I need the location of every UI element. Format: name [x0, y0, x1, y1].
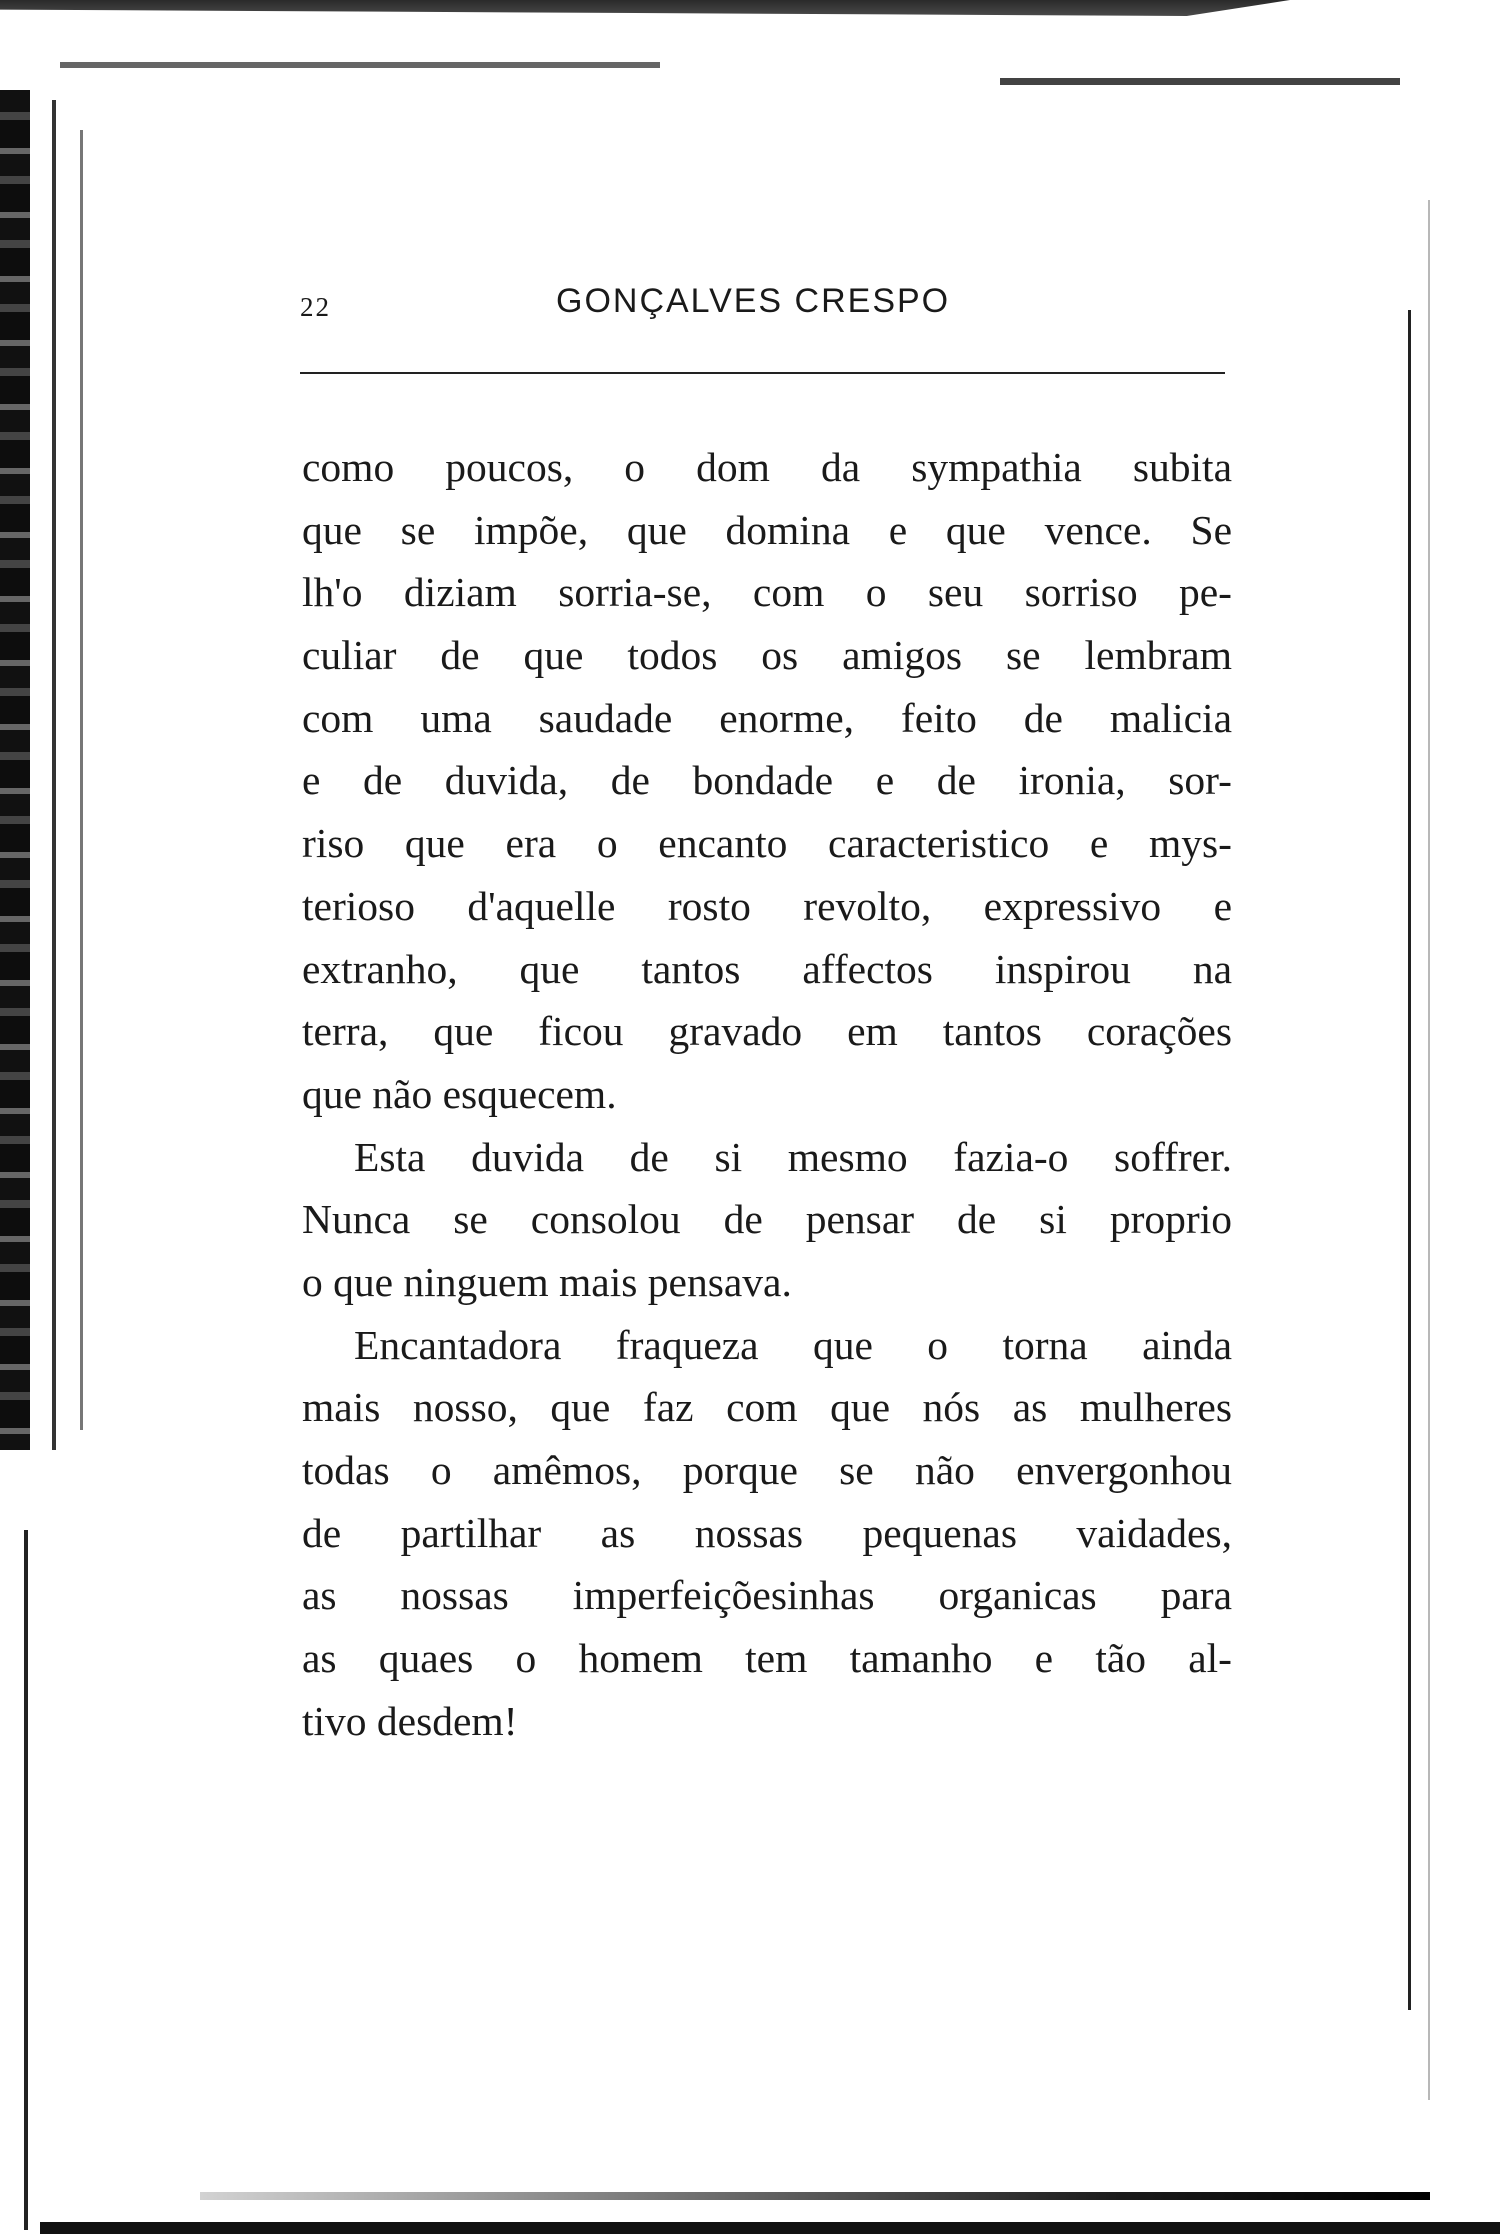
text-line: as quaes o homem tem tamanho e tão al- — [302, 1635, 1232, 1682]
scan-line-right-outer — [1428, 200, 1430, 2100]
scan-edge-top — [0, 0, 1290, 16]
text-line: o que ninguem mais pensava. — [302, 1258, 792, 1305]
text-line: Nunca se consolou de pensar de si proprio — [302, 1196, 1232, 1243]
running-title: GONÇALVES CRESPO — [556, 282, 951, 320]
scan-line-left-inner — [80, 130, 83, 1430]
text-line: como poucos, o dom da sympathia subita — [302, 444, 1232, 490]
text-line: tivo desdem! — [302, 1697, 518, 1744]
paragraph-2 — [302, 1126, 1232, 1314]
text-line: terra, que ficou gravado em tantos corações — [302, 1008, 1232, 1055]
text-line: riso que era o encanto caracteristico e mys- — [302, 820, 1232, 867]
text-line: lh'o diziam sorria-se, com o seu sorriso pe- — [302, 569, 1232, 616]
scan-streak-bottom — [200, 2192, 1430, 2200]
scan-line-left — [52, 100, 56, 1450]
text-line: de partilhar as nossas pequenas vaidades, — [302, 1509, 1232, 1556]
text-line: extranho, que tantos affectos inspirou na — [302, 945, 1232, 992]
scan-streak-top-left — [60, 62, 660, 68]
scan-edge-left — [0, 90, 30, 1450]
scan-streak-top-right — [1000, 78, 1400, 85]
text-line: terioso d'aquelle rosto revolto, expressivo e — [302, 882, 1232, 929]
paragraph-3 — [302, 1314, 1232, 1753]
scan-line-left-lower — [24, 1530, 28, 2230]
text-line: com uma saudade enorme, feito de malicia — [302, 694, 1232, 741]
text-line: Encantadora fraqueza que o torna ainda — [354, 1321, 1232, 1368]
text-line: que se impõe, que domina e que vence. Se — [302, 506, 1232, 553]
text-line: e de duvida, de bondade e de ironia, sor- — [302, 757, 1232, 804]
body-text — [302, 436, 1232, 1752]
text-line: as nossas imperfeiçõesinhas organicas para — [302, 1572, 1232, 1619]
running-head — [300, 282, 1225, 334]
text-line: culiar de que todos os amigos se lembram — [302, 632, 1232, 679]
paragraph-1 — [302, 436, 1232, 1126]
text-line: Esta duvida de si mesmo fazia-o soffrer. — [354, 1133, 1232, 1180]
text-line: que não esquecem. — [302, 1070, 617, 1117]
header-rule — [300, 372, 1225, 374]
scan-line-right — [1408, 310, 1411, 2010]
scan-edge-bottom — [40, 2222, 1500, 2234]
text-line: mais nosso, que faz com que nós as mulheres — [302, 1384, 1232, 1431]
page-number: 22 — [300, 292, 331, 322]
text-line: todas o amêmos, porque se não envergonhou — [302, 1447, 1232, 1493]
